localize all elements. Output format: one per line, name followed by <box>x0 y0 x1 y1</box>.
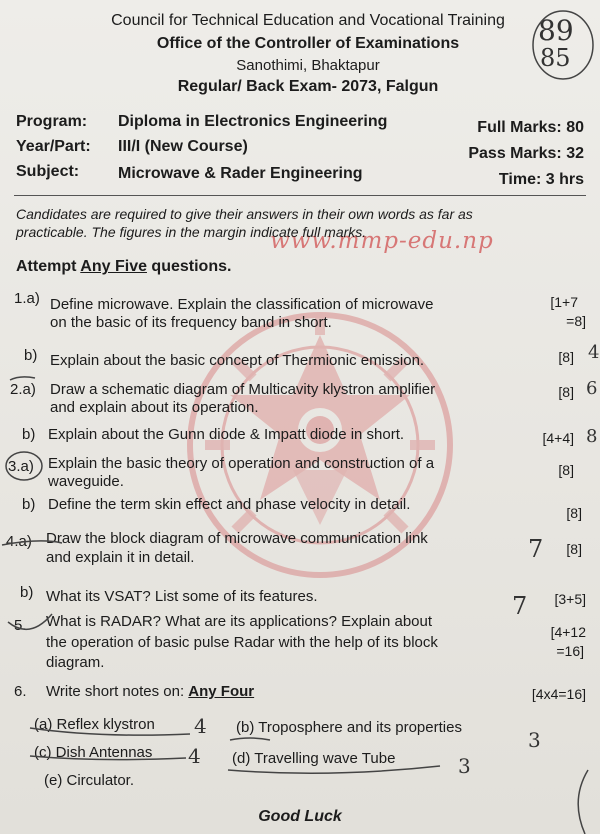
question-number: 3.a) <box>8 458 34 475</box>
question-text: Explain about the basic concept of Thermionic emission. <box>50 352 425 369</box>
question-marks: [4+12 <box>550 624 586 640</box>
handwritten-note-b: 3 <box>528 728 541 752</box>
program-value: Diploma in Electronics Engineering <box>118 113 388 130</box>
office-title: Office of the Controller of Examinations <box>156 35 460 52</box>
question-text: What its VSAT? List some of its features. <box>46 588 318 605</box>
question-marks: [8] <box>558 462 574 478</box>
question-marks: [4+4] <box>542 430 574 446</box>
question-text: and explain about its operation. <box>50 399 259 416</box>
short-notes-prompt: Write short notes on: <box>46 683 189 700</box>
question-number: 1.a) <box>14 290 40 307</box>
short-note-b: (b) Troposphere and its properties <box>236 719 462 736</box>
subject-value: Microwave & Rader Engineering <box>118 165 363 182</box>
full-marks: Full Marks: 80 <box>477 119 584 136</box>
question-text: Define microwave. Explain the classification of microwave <box>50 296 434 313</box>
instructions-line1: Candidates are required to give their answers in their own words as far as <box>16 206 473 222</box>
program-label: Program: <box>16 113 88 130</box>
handwritten-q4a: 7 <box>528 535 544 563</box>
subject-label: Subject: <box>16 163 80 180</box>
handwritten-total: 89 <box>538 14 574 47</box>
question-number: b) <box>22 496 36 513</box>
question-number: 4.a) <box>6 533 32 550</box>
attempt-emphasis: Any Five <box>80 258 147 275</box>
handwritten-note-c: 4 <box>188 744 201 768</box>
handwritten-note-a: 4 <box>194 714 207 738</box>
council-title: Council for Technical Education and Vocational Training <box>111 12 505 29</box>
footer-good-luck: Good Luck <box>258 808 342 825</box>
question-marks: =16] <box>556 643 584 659</box>
question-number: 2.a) <box>10 381 36 398</box>
year-value: III/I (New Course) <box>118 138 248 155</box>
handwritten-q2a: 6 <box>586 378 598 399</box>
handwritten-q1b: 4 <box>588 342 600 363</box>
handwritten-q4b: 7 <box>512 592 528 620</box>
question-number: b) <box>22 426 36 443</box>
attempt-suffix: questions. <box>146 258 232 275</box>
question-text: the operation of basic pulse Radar with the help of its block <box>46 634 438 651</box>
question-text: Explain about the Gunn diode & Impatt diode in short. <box>48 426 405 443</box>
attempt-prefix: Attempt <box>16 258 81 275</box>
watermark-url: www.mmp-edu.np <box>270 228 494 254</box>
handwritten-total-2: 85 <box>540 44 571 72</box>
question-text: and explain it in detail. <box>46 549 195 566</box>
question-marks: [4x4=16] <box>531 686 586 702</box>
question-text: Define the term skin effect and phase velocity in detail. <box>48 496 411 513</box>
question-number: 6. <box>14 683 27 700</box>
question-text: waveguide. <box>48 473 124 490</box>
short-note-a: (a) Reflex klystron <box>34 716 155 733</box>
instructions-line2: practicable. The figures in the margin indicate full marks. <box>16 224 367 240</box>
exam-title: Regular/ Back Exam- 2073, Falgun <box>177 78 439 95</box>
question-text: on the basic of its frequency band in short. <box>50 314 332 331</box>
question-number: 5. <box>14 617 27 634</box>
handwritten-note-d: 3 <box>458 754 471 778</box>
short-note-d: (d) Travelling wave Tube <box>232 750 396 767</box>
question-marks: [1+7 <box>550 294 578 310</box>
year-label: Year/Part: <box>16 138 91 155</box>
question-marks: [8] <box>558 384 574 400</box>
pass-marks: Pass Marks: 32 <box>468 145 584 162</box>
question-text: Draw the block diagram of microwave communication link <box>46 530 428 547</box>
question-text: Explain the basic theory of operation and construction of a <box>48 455 435 472</box>
question-number: b) <box>20 584 34 601</box>
question-marks: [3+5] <box>554 591 586 607</box>
question-text: Draw a schematic diagram of Multicavity klystron amplifier <box>50 381 436 398</box>
short-notes-emphasis: Any Four <box>188 683 255 700</box>
question-marks: [8] <box>566 541 582 557</box>
location: Sanothimi, Bhaktapur <box>236 57 380 74</box>
question-marks: [8] <box>558 349 574 365</box>
question-text: diagram. <box>46 654 105 671</box>
short-note-e: (e) Circulator. <box>44 772 135 789</box>
question-text: What is RADAR? What are its applications? Explain about <box>46 613 433 630</box>
handwritten-q2b: 8 <box>586 426 598 447</box>
short-note-c: (c) Dish Antennas <box>34 744 153 761</box>
question-marks: [8] <box>566 505 582 521</box>
question-number: b) <box>24 347 38 364</box>
time: Time: 3 hrs <box>498 171 584 188</box>
question-marks: =8] <box>566 313 586 329</box>
